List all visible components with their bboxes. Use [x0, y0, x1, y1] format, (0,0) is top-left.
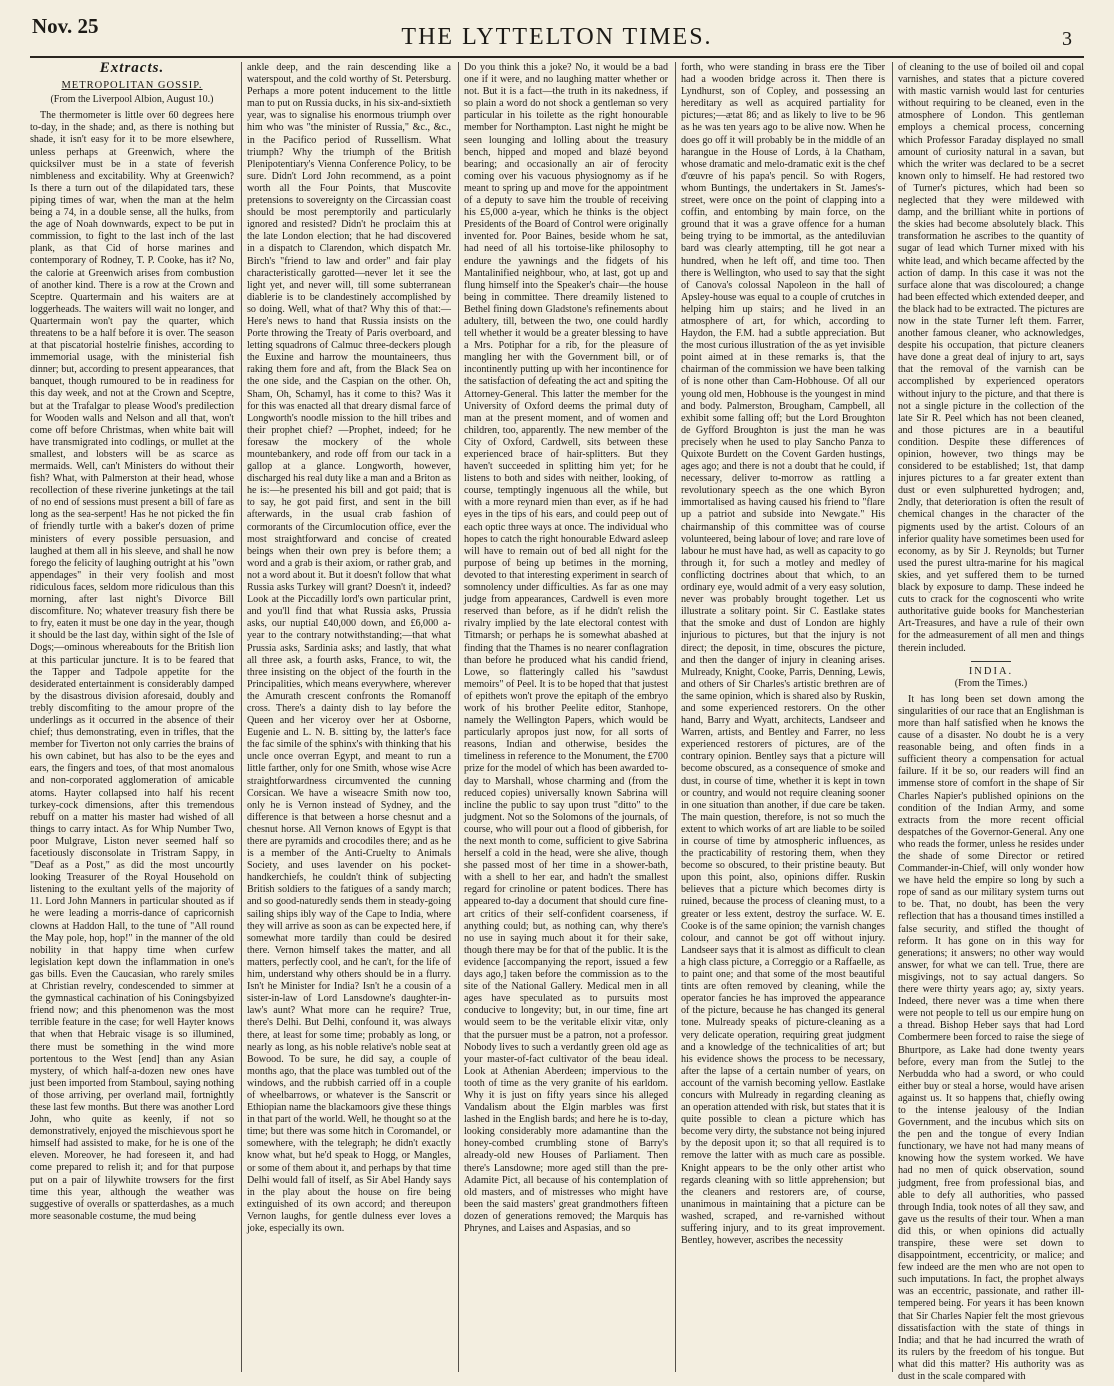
india-article-source: (From the Times.): [954, 677, 1028, 689]
column-2-text: ankle deep, and the rain descending like a waterspout, and the cold worthy of St. Petersburg. Perhaps a more potent inducement to the little man to put on Russia ducks, in his six-and-sixtieth year, was to signalise his enormous triumph over him who was "the minister of Russia," &c., &c., in the Pacifico period of Russellism. What triumph? Why the triumph of the British Plenipotentiary's Vienna Conference Policy, to be sure. Didn't Lord John recommend, as a point worth all the Four Points, that Muscovite pretensions to sovereignty on the Circassian coast should be most peremptorily and particularly ignored and resisted? Didn't he proclaim this at the late London election; that he had discovered in a dispatch to Clarendon, which dispatch Mr. Birch's "friend to law and order" and fair play characteristically garotted—never let it see the light yet, and never will, till some subterranean diablerie is to be clandestinely accomplished by so doing. Well, what of that? Why this of that:—Here's news to hand that Russia insists on the Porte throwing the Treaty of Paris overboard, and letting squadrons of Calmuc three-deckers plough the Euxine and harrow the mountaineers, thus raking them fore and aft, from the Black Sea on the one side, and the Caspian on the other. Oh, Sham, Oh, Schamyl, has it come to this? Was it for this was enacted all that dreary dismal farce of Longworth's noodle mission to the hill tribes and their prophet chief? —Prophet, indeed; for he foresaw the mockery of the whole mountebankery, and rode off from our tack in a gallop at a glance. Longworth, however, discharged his real duty like a man and a Briton as he is:—he presented his bill and got paid; that is to say, he got paid first, and sent in the bill afterwards, in the usual crab fashion of cormorants of the Circumlocution office, ever the most straightforward and concise of created beings when their own prey is before them; a word and a grab is their axiom, or rather grab, and not a word about it. But it doesn't follow that what Russia asks Turkey will grant? Doesn't it, indeed? Look at the Piccadilly lord's own particular print, and you'll find that what Russia asks, Prussia asks, our nuptial £40,000 down, and £6,000 a-year to the contrary notwithstanding;—that what Prussia asks, Sardinia asks; and lastly, that what all three ask, a fourth asks, France, to wit, the three insisting on the object of the fourth in the Principalities, which means everywhere, wherever the Amurath crescent confronts the Romanoff cross. There's a dainty dish to lay before the Queen and her viceroy over her at Osborne, Eugenie and L. N. B. sitting by, the latter's face the fac simile of the sphinx's with thinking that his uncle once overran Egypt, and meant to run a little farther, only for one Smith, whose wise Acre straightforwardness circumvented the cunning Corsican. We have a wiseacre Smith now too, only he is Vernon instead of Sydney, and the difference is that between a horse chesnut and a chesnut horse. All Vernon knows of Egypt is that there are pyramids and crocodiles there; and as he is a member of the Anti-Cruelty to Animals Society, and uses lavender on his pocket-handkerchiefs, he couldn't think of subjecting British soldiers to the fatigues of a sandy march; and so good-naturedly sends them in steady-going sailing ships ibly way of the Cape to India, where they will arrive as soon as can be expected here, if somewhat more tardily than could be desired there. Vernon himself takes the matter, and all matters, perfectly cool, and he can't, for the life of him, understand why others should be in a flurry. Isn't he Minister for India? Isn't he a cousin of a sister-in-law of Lord Lansdowne's daughter-in-law's aunt? What more can he require? True, there's Delhi. But Delhi, confound it, was always there, at least for some time; probably as long, or nearly as long, as his noble relative's noble seat at Bowood. To be sure, he did say, a couple of months ago, that the place was tumbled out of the windows, and the rubbish carried off in a couple of wheelbarrows, or whatever is the Sanscrit or Ethiopian name the blackamoors give these things in that part of the world. Well, he thought so at the time; but there was some hitch in Coromandel, or somewhere, with the telegraph; he didn't exactly know what, but he'd speak to Hogg, or Mangles, or some of them about it, and perhaps by that time Delhi would fall of itself, as Sir Abel Handy says in the play about the house on fire being extinguished of its own accord; and thereupon Vernon laughs, for gentle dulness ever loves a joke, especially its own.: [247, 62, 451, 1234]
column-3-text: Do you think this a joke? No, it would be a bad one if it were, and no laughing matter whether or not. But it is a fact—the truth in its nakedness, if so plain a word do not shock a gentleman so very particular in his toilette as the right honourable member for Northampton. Last night he might be seen lounging and lolling about the treasury bench, hipped and moped and blazé beyond bearing; and occasionally an air of ferocity coming over his vacuous physiognomy as if he meant to spring up and move for the appointment of a deputy to save him the trouble of receiving his £5,000 a-year, which he thinks is the object Presidents of the Board of Control were originally invented for. Poor Baines, beside whom he sat, had need of all his tortoise-like philosophy to endure the yawnings and the fidgets of his Mantalinified neighbour, who, at last, got up and flung himself into the Speaker's chair—the house being in committee. There dreamily listened to Bethel fining down Gladstone's refinements about adultery, till, between the two, one could hardly tell whether it would be a greater blessing to have a Mrs. Potiphar for a rib, for the pleasure of mangling her with the Government bill, or of incontinently putting up with her incontinence for the satisfaction of defeating the act and spiting the Attorney-General. This latter the member for the University of Oxford deems the primal duty of man at the present moment, and of women and children, too, apparently. The new member of the City of Oxford, Cardwell, sits between these experienced brace of hair-splitters. But they haven't succeeded in splitting him yet; for he listens to both and sides with neither, looking, of course, temptingly ingenuous all the while, but with a more reynard mien than ever, as if he had eyes in the tips of his ears, and could peep out of each optic three ways at once. The individual who hopes to catch the right honourable Edward asleep will have to remain out of bed all night for the purpose of being up betimes in the morning, devoted to that interesting experiment in search of somnolency under difficulties. As far as one may judge from appearances, Cardwell is even more reserved than before, as if he didn't relish the rivalry implied by the late electoral contest with Titmarsh; or perhaps he is somewhat abashed at finding that the Thames is no nearer conflagration than before he produced what his candid friend, Lowe, so flatteringly called his "sawdust memoirs" of Peel. It is to be hoped that that justest of epithets won't prove the epitaph of the embryo work of his brother Peelite editor, Stanhope, namely the Wellington Papers, which would be particularly apropos just now, for all sorts of reasons, Indian and otherwise, besides the timeliness in reference to the Monument, the £700 prize for the model of which has been awarded to-day to Marshall, whose charming and (from the reduced copies) universally known Sabrina will incline the public to say upon trust "ditto" to the judgment. Not so the Solomons of the journals, of course, who will pour out a flood of gibberish, for the next month to come, sufficient to give Sabrina herself a cold in the head, were she alive, though she passed most of her time in a shower-bath, with a shell to her ear, and hadn't the smallest regard for crinoline or patent bodices. There has appeared to-day a document that should cure fine-art critics of their self-confident coarseness, if anything could; but, as nothing can, why there's no use in saying much about it for their sake, though there may be for that of the public. It is the evidence [accompanying the report, issued a few days ago,] taken before the commission as to the site of the National Gallery. Medical men in all ages have speculated as to pursuits most conducive to longevity; but, in our time, fine art would seem to be the veritable elixir vitæ, only that the pursuer must be a patron, not a professor. Nobody lives to such a verdantly green old age as your master-of-fact cultivator of the beau ideal. Look at Athenian Aberdeen; impervious to the tooth of time as the very granite of his earldom. Why it is just on fifty years since his alleged Vandalism about the Elgin marbles was first lashed in the English bards; and here he is to-day, looking considerably more adamantine than the honey-combed crumbling stone of Barry's already-old new Houses of Parliament. Then there's Lansdowne; more aged still than the pre-Adamite Pict, all because of his contemplation of old masters, and of mistresses who might have been the said masters' great grandmothers fifteen dozen of generations removed; the Marquis has Phrynes, and Laises and Aspasias, and so: [464, 62, 668, 1234]
column-divider: [675, 62, 676, 1372]
india-article-title: INDIA.: [968, 665, 1014, 677]
column-2: [247, 62, 451, 1372]
column-1: [30, 62, 234, 1372]
section-label: Extracts.: [99, 60, 165, 76]
column-3: [464, 62, 668, 1372]
column-1-text: The thermometer is little over 60 degrees here to-day, in the shade; and, as there is nothing but shade, it isn't easy for it to be more elsewhere, unless perhaps at Greenwich, where the quicksilver must be in a state of feverish nimbleness and excitability. Why at Greenwich? Is there a turn out of the dilapidated tars, these piping times of war, when the man at the helm being a 74, in a double sense, all the hulks, from the age of Noah downwards, expect to be put in commission, to fight to the last inch of the last plank, as that Cid of horse marines and contemporary of Rodney, T. P. Cooke, has it? No, the calorie at Greenwich arises from combustion of another kind. There is a row at the Crown and Sceptre. Quartermain and his waiters are at loggerheads. The waiters will wait no longer, and Quartermain won't pay the quarter, which threatens to be a half before it is over. The season at that piscatorial hostelrie finishes, according to immemorial usage, with the ministerial fish dinner; but, according to present appearances, that banquet, though rumoured to be in readiness for this day week, and not at the Crown and Sceptre, but at the Trafalgar to please Wood's predilection for Wooden walls and Nelson and all that, won't come off before Christmas, when white bait will have transmigrated into codlings, or mullet at the smallest, and lobsters will be as scarce as mermaids. Well, can't Ministers do without their fish? What, with Palmerston at their head, whose recollection of these riverine junketings at the tail of no end of sessions must present a bill of fare as long as the sea-serpent! Has he not picked the fin of friendly turtle with a baker's dozen of prime ministers of every possible persuasion, and laughed at them all in his sleeve, and shall he now forego the felicity of laughing outright at his "own appendages" in their very foolish and most ridiculous faces, seldom more ridiculous than this morning, after last night's Divorce Bill discomfiture. No; whatever treasury fish there be to fry, eaten it must be one day in the year, though it should be the last day, within sight of the Isle of Dogs;—ominous whereabouts for the British lion at this particular juncture. It is to be feared that the Tapper and Tadpole appetite for the desiderated entertainment is considerably damped by the disastrous division aforesaid, doubly and trebly discomfiting to the amour propre of the underlings as it occurred in the absence of their chief; thus demonstrating, even in trifles, that the member for Tiverton not only carries the brains of his own cabinet, but has also to be the eyes and ears, the fingers and toes, of that most anomalous and non-corporated agglomeration of amicable atoms. Hayter collapsed into half his recent turkey-cock dimensions, after this tremendous rebuff on a matter his master had wished of all things to carry intact. As for Whip Number Two, poor Mulgrave, Liston never seemed half so facetiously disconsolate in Tristram Sappy, in "Deaf as a Post," as did the most uncourtly looking Treasurer of the Royal Household on listening to the exultant yells of the majority of 11. Lord John Manners in particular shouted as if he were leading a morris-dance of capricornish clowns at Haddon Hall, to the tune of "All round the May pole, hop, hop!" in the manner of the old nobility in that happy time when curfew legislation kept down the inflammation in one's gas bills. Even the Caucasian, who rarely smiles at Christian revelry, condescended to simmer at the gymnastical cachination of his Coningsbyized friend now; and this phenomenon was the most terrible feature in the case; for well Hayter knows that when that Hebraic visage is so illumined, there must be something in the wind more portentous to the West [end] than any Asian mystery, of which half-a-dozen new ones have just been imported from Stamboul, saying nothing of those arriving, per overland mail, fortnightly these last few months. But there was another Lord John, who quite as keenly, if not so demonstratively, enjoyed the mischievous sport he himself had assisted to make, for he is one of the eleven. Moreover, he had foreseen it, and had come prepared to relish it; and for that purpose put on a pair of lilywhite trowsers for the first time this year, although the weather was suggestive of overalls or spatterdashes, as a much more seasonable costume, the mud being: [30, 110, 234, 1222]
column-divider: [892, 62, 893, 1372]
column-divider: [458, 62, 459, 1372]
article-separator: [971, 661, 1011, 662]
article-source: (From the Liverpool Albion, August 10.): [50, 94, 214, 106]
masthead: [0, 0, 1114, 56]
page-number: 3: [1062, 28, 1072, 50]
article-title: METROPOLITAN GOSSIP.: [61, 80, 203, 92]
article-columns: [30, 60, 1084, 1383]
column-4-text: forth, who were standing in brass ere the Tiber had a wooden bridge across it. Then there is Lyndhurst, son of Copley, and possessing an hereditary as well as acquired partiality for pictures;—ætat 86; and as likely to live to be 96 as he was ten years ago to be alive now. When he does go off it will probably be in the middle of an harangue in the House of Lords, à la Chatham, whose dramatic and melo-dramatic exit is the chef d'œuvre of his papa's pencil. So with Rogers, whom Buntings, the undertakers in St. James's-street, were once on the point of clapping into a coffin, and entombing by main force, on the ground that it was a grave offence for a human being trying to be immortal, as the antediluvian bard was clearly attempting, till he got near a hundred, when he left off, and time too. Then there is Wellington, who used to say that the sight of Canova's colossal Napoleon in the hall of Apsley-house was equal to a couple of crutches in helping him up stairs; and he lived in an atmosphere of art, for which, according to Haydon, the F.M. had a subtle appreciation. But the most curious illustration of the as yet invisible point aimed at in these remarks is, that the chairman of the commission we have been talking of is none other than Cam-Hobhouse. Of all our young old men, Hobhouse is the youngest in mind and body. Palmerston, Brougham, Campbell, all exhibit some falling off; but the Lord Broughton de Gyfford Broughton is just the man he was precisely when he used to play Sancho Panza to Quixote Burdett on the Covent Garden hustings, ages ago; and there is not a doubt that he could, if necessary, deliver to-morrow as rattling a revolutionary speech as the one which Byron immortalised as having caused his friend to "flare up a patriot and subside into Newgate." His chairmanship of this committee was of course volunteered, being labour of love; and rare love of labour he must have had, as well as capacity to go through it, for such a motley and medley of conflicting doctrines about that which, to an ordinary eye, would admit of a very easy solution, never was probably brought together. Let us illustrate a solitary point. Sir C. Eastlake states that the smoke and dust of London are highly injurious to pictures, but that the injury is not direct; the deposit, in time, obscures the picture, and then the danger of injury in cleaning arises. Mulready, Knight, Cooke, Parris, Denning, Lewis, and others of Sir Charles's artistic brethren are of the same opinion, which is shared also by Ruskin, and some experienced restorers. On the other hand, Barry and Wyatt, architects, Landseer and Warren, artists, and Bentley and Farrer, no less experienced restorers of pictures, are of the contrary opinion. Bentley says that a picture will become obscured, as a consequence of smoke and dust, in course of time, whether it is kept in town or country, and would not require cleaning sooner in one situation than another, if due care be taken. The main question, therefore, is not so much the extent to which works of art are liable to be soiled in course of time by atmospheric influences, as the practicability of restoring them, when they become so obscured, to their pristine beauty. But upon this point, also, opinions differ. Ruskin believes that a picture which becomes dirty is ruined, because the process of cleaning must, to a greater or less extent, destroy the surface. W. E. Cooke is of the same opinion; the varnish changes colour, and cannot be got off without injury. Landseer says that it is almost as difficult to clean a high class picture, a Correggio or a Raffaelle, as to paint one; and that some of the most beautiful tints are often removed by cleaning, while the operator fancies he has improved the appearance of the picture, because he has changed its general tone. Mulready speaks of picture-cleaning as a very delicate operation, requiring great judgment and a knowledge of the technicalities of art; but his evidence shows the process to be necessary, after the lapse of a certain number of years, on account of the varnish becoming yellow. Eastlake concurs with Mulready in regarding cleaning as an operation attended with risk, but states that it is quite possible to clean a picture which has become very dirty, the substance not being injured by the deposit upon it; so that all required is to remove the latter with as much care as possible. Knight appears to be the only other artist who regards cleaning with so little apprehension; but the cleaners and restorers are, of course, unanimous in maintaining that a picture can be washed, scraped, and re-varnished without suffering injury, and to its great improvement. Bentley, however, ascribes the necessity: [681, 62, 885, 1247]
column-divider: [241, 62, 242, 1372]
column-4: [681, 62, 885, 1372]
masthead-rule: [30, 56, 1084, 58]
india-article-text: It has long been set down among the singularities of our race that an Englishman is more than half satisfied when he knows the cause of a disaster. No doubt he is a very reasonable being, and often finds in a sufficient theory a compensation for actual failure. If it be so, our readers will find an immense store of comfort in the shape of Sir Charles Napier's published opinions on the condition of the Indian Army, and some extracts from the more recent official despatches of the Governor-General. Any one who reads the former, unless he resides under the shade of some Director or retired Commander-in-Chief, will only wonder how we have held the empire so long by such a rope of sand as our military system turns out to be. That, no doubt, has been the very reflection that has a thousand times instilled a false security, and stifled the thought of reform. It has gone on in this way for generations; it answers; no other way would answer, for what we can tell. True, there are misgivings, not to say actual dangers. So there were thirty years ago; ay, sixty years. Indeed, there never was a time when there were not people to tell us our empire hung on a thread. Bishop Heber says that had Lord Combermere been forced to raise the siege of Bhurtpore, as Lake had done twenty years before, every man from the Sutlej to the Nerbudda who had a sword, or who could either buy or steal a horse, would have arisen against us. It so happens that, chiefly owing to the intense jealousy of the Indian Government, and the incubus which sits on the pen and the tongue of every Indian functionary, we have not had many means of knowing how the system worked. We have had no men of quick observation, sound judgment, free from professional bias, and able to defy all authorities, who passed through India, took notes of all they saw, and gave us the results of their tour. When a man did this, or when opinions did actually transpire, these were set down to disappointment, eccentricity, or malice; and few indeed are the men who are not open to such imputations. In fact, the prophet always was an eccentric, passionate, and rather ill-tempered being. For years it has been known that Sir Charles Napier felt the most grievous dissatisfaction with the state of things in India; and that he had incurred the wrath of its rulers by the freedom of his tongue. But what did this matter? His authority was as dust in the scale compared with: [898, 693, 1084, 1383]
column-5: [898, 62, 1084, 1383]
issue-date: Nov. 25: [32, 14, 99, 38]
newspaper-title: THE LYTTELTON TIMES.: [401, 24, 713, 50]
column-5-text: of cleaning to the use of boiled oil and copal varnishes, and states that a picture covered with mastic varnish would last for centuries without requiring to be cleaned, even in the atmosphere of London. This gentleman employs a chemical process, concerning which Professor Faraday displayed no small amount of curiosity natural in a savan, but which the writer was declared to be a secret known only to himself. He had restored two of Turner's pictures, which had been so neglected that they were mildewed with damp, and the brilliant white in portions of the skies had become absolutely black. This transformation he ascribes to the quantity of sugar of lead which Turner mixed with his white lead, and which became affected by the action of damp. In this case it was not the surface alone that was discoloured; a change had been effected which extended deeper, and the black had to be extracted. The pictures are now in the state Turner left them. Farrer, another famous cleaner, who acknowledges, despite his occupation, that picture cleaners have done a great deal of injury to art, says that the removal of the varnish can be accomplished by experienced operators without injury to the picture, and that there is not a single picture in the collection of the late Sir R. Peel which has not been cleaned, and those pictures are in a beautiful condition. Despite these differences of opinion, however, two things may be considered to be established; 1st, that damp injures pictures to a far greater extent than dust or even sulphuretted hydrogen; and, 2ndly, that deterioration is often the result of chemical changes in the character of the pigments used by the artist. Colours of an inferior quality have sometimes been used for economy, as by Sir J. Reynolds; but Turner used the purest ultra-marine for his magical skies, and yet suffered them to be turned black by exposure to damp. These indeed he cuts to crack for the cognoscenti who write authoritative guide books for Manchesterian Art-Treasures, and have a rule of their own for the admeasurement of all men and things therein included.: [898, 62, 1084, 654]
